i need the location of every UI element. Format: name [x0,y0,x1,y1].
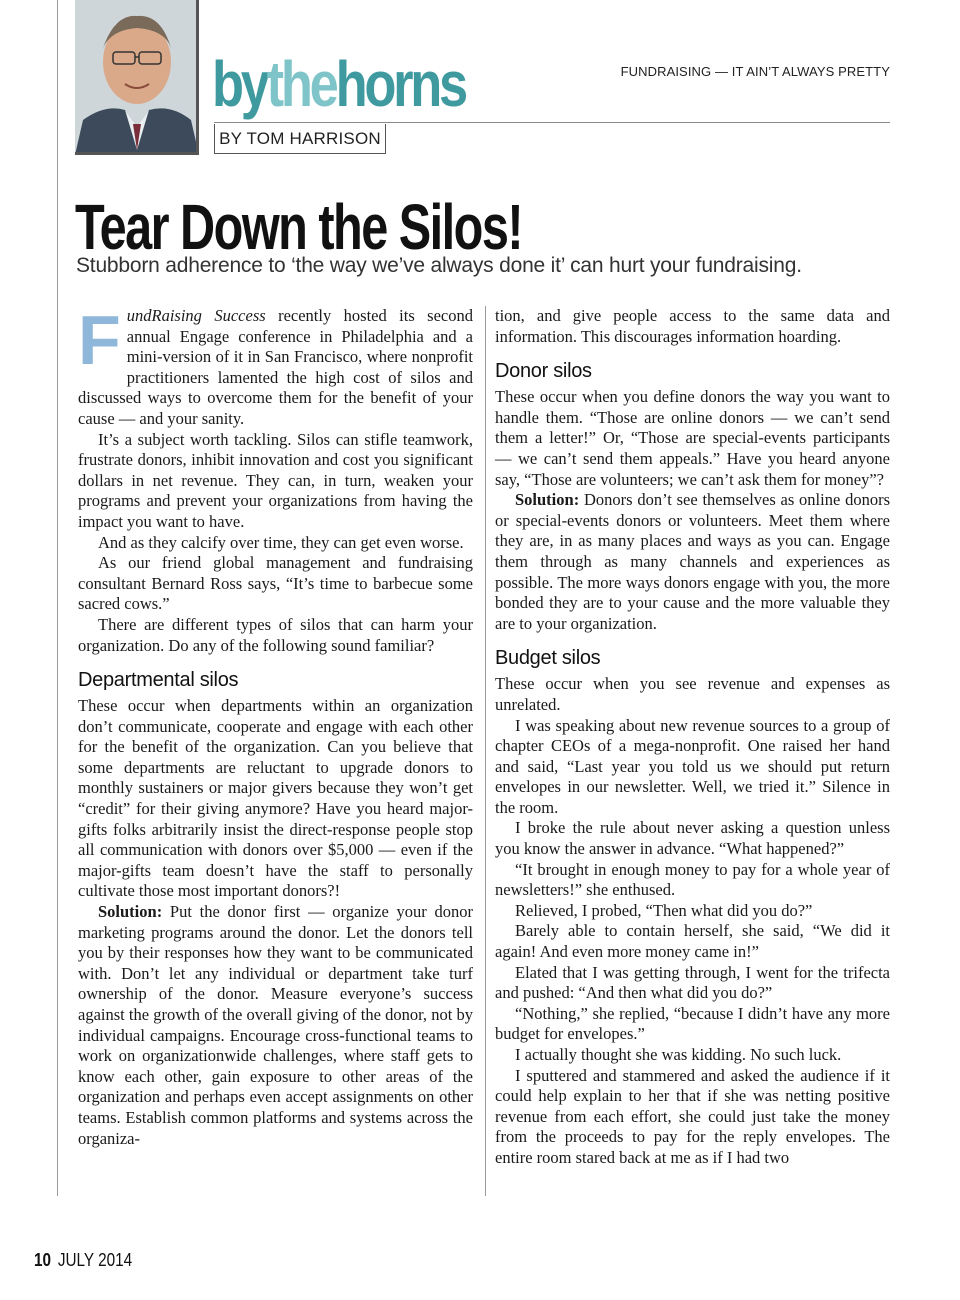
drop-cap: F [78,301,121,379]
body-paragraph: “It brought in enough money to pay for a whole year of newsletters!” she enthused. [495,859,890,900]
section-kicker: FUNDRAISING — IT AIN’T ALWAYS PRETTY [620,64,890,79]
intro-paragraph [78,301,473,430]
logo-the: the [266,48,336,120]
intro-text: recently hosted its second annual Engage conference in Philadelphia and a mini-version of it in San Francisco, where nonprofit practitioners lamented the high cost of silos and discussed ways to overcome them for the benefit of your cause — and your sanity. [78,306,473,428]
body-paragraph: Relieved, I probed, “Then what did you do?” [515,900,813,920]
body-paragraph: As our friend global management and fundraising consultant Bernard Ross says, “It’s time to barbecue some sacred cows.” [78,553,473,614]
body-paragraph: tion, and give people access to the same data and information. This discourages information hoarding. [495,306,890,346]
solution-label: Solution: [98,902,163,922]
solution-paragraph [495,490,890,634]
body-paragraph: I was speaking about new revenue sources to a group of chapter CEOs of a mega-nonprofit. One raised her hand and said, “Last year you told us we should put return envelopes in our newsletter. Well, we tried it.” Silence in the room. [495,715,890,817]
body-paragraph: There are different types of silos that can harm your organization. Do any of the following sound familiar? [78,614,473,655]
page-number: 10 [34,1250,52,1270]
publication-name: undRaising Success [126,306,266,325]
body-paragraph: And as they calcify over time, they can get even worse. [98,532,464,552]
solution-paragraph [78,902,473,1149]
solution-text: Donors don’t see themselves as online donors or special-events donors or volunteers. Meet them where they are, in as many places and ways as you can. Engage them through as many channels and experiences as possible. The more ways donors engage with you, the more bonded they are to your cause and the more valuable they are to your organization. [495,490,890,633]
column-logo [212,50,465,118]
body-paragraph: It’s a subject worth tackling. Silos can stifle teamwork, frustrate donors, inhibit innovation and cost you significant dollars in net revenue. They can, in turn, weaken your programs and prevent your organizations from having the impact you want to have. [78,429,473,531]
body-paragraph: Barely able to contain herself, she said, “We did it again! And even more money came in!” [495,921,890,962]
body-paragraph: These occur when departments within an organization don’t communicate, cooperate and engage with each other for the benefit of the organization. Can you believe that some departments are reluctant to upgrade donors to monthly sustainers or major givers because they won’t get “credit” for their giving anymore? Have you heard major-gifts folks arbitrarily insist the direct-response people stop all communication with donors over $5,000 — even if the major-gifts team doesn’t have the staff to personally cultivate those most important donors?! [78,696,473,901]
article-deck: Stubborn adherence to ‘the way we’ve always done it’ can hurt your fundraising. [76,254,802,277]
solution-label: Solution: [515,490,580,510]
logo-horns: horns [335,48,465,120]
page-folio [34,1250,132,1271]
article-column-left [78,301,473,1149]
article-headline: Tear Down the Silos! [75,191,523,263]
body-paragraph: These occur when you see revenue and expenses as unrelated. [495,674,890,714]
body-paragraph: These occur when you define donors the way you want to handle them. “Those are online donors — we can’t send them a letter!” Or, “Those are special-events participants — we can’t send them appeals.” Have you heard anyone say, “Those are volunteers; we can’t ask them for money”? [495,387,890,489]
body-paragraph: I broke the rule about never asking a question unless you know the answer in advance. “What happened?” [495,818,890,859]
left-margin-rule [57,0,58,1196]
body-paragraph: “Nothing,” she replied, “because I didn’t have any more budget for envelopes.” [495,1003,890,1044]
logo-by: by [212,48,267,120]
column-divider [485,306,486,1196]
author-byline: BY TOM HARRISON [214,124,386,154]
body-paragraph: Elated that I was getting through, I went for the trifecta and pushed: “And then what did you do?” [495,962,890,1003]
body-paragraph: I sputtered and stammered and asked the audience if it could help explain to her that if she was netting positive revenue from each effort, she could just take the money from the proceeds to pay for the reply envelopes. The entire room stared back at me as if I had two [495,1065,890,1167]
article-column-right [495,306,890,1169]
body-paragraph: I actually thought she was kidding. No such luck. [515,1045,842,1064]
issue-date: JULY 2014 [57,1250,133,1270]
solution-text: Put the donor first — organize your donor marketing programs around the donor. Let the donors tell you by their responses how they want to be communicated with. Don’t let any individual or department take turf ownership of the donor. Measure everyone’s success against the growth of the overall giving of the donor, not by individual campaigns. Encourage cross-functional teams to work on organizationwide challenges, where staff gets to know each other, gain exposure to other areas of the organization and perhaps even accept assignments on other teams. Establish common platforms and systems across the organiza- [78,902,473,1148]
subhead-departmental-silos: Departmental silos [78,669,239,692]
subhead-donor-silos: Donor silos [495,360,592,383]
subhead-budget-silos: Budget silos [495,647,601,670]
header-rule [214,122,890,123]
author-photo [75,0,199,155]
